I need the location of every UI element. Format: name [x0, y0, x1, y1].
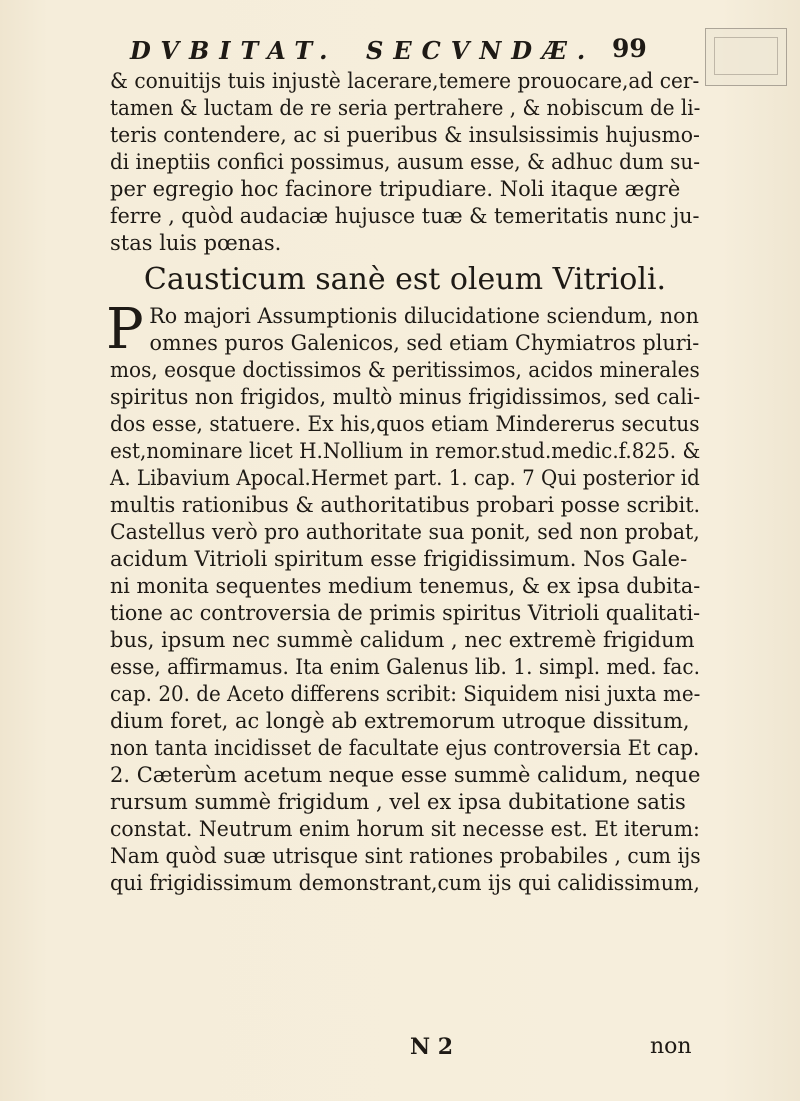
page-footer: [110, 1034, 700, 1066]
text-line: Nam quòd suæ utrisque sint rationes probabiles , cum ijs: [110, 844, 701, 868]
text-line: non tanta incidisset de facultate ejus controversia Et cap.: [110, 736, 700, 760]
text-line: Castellus verò pro authoritate sua ponit, sed non probat,: [110, 520, 700, 544]
running-head-right: SECVNDÆ.: [366, 36, 596, 65]
text-line: dos esse, statuere. Ex his,quos etiam Mindererus secutus: [110, 412, 700, 436]
text-line: cap. 20. de Aceto differens scribit: Siquidem nisi juxta me-: [110, 682, 701, 706]
body-text: [106, 68, 701, 897]
text-line: tione ac controversia de primis spiritus Vitrioli qualitati-: [110, 601, 701, 625]
library-stamp: [705, 28, 787, 86]
text-line: est,nominare licet H.Nollium in remor.stud.medic.f.825. &: [110, 439, 701, 463]
text-line: teris contendere, ac si pueribus & insulsissimis hujusmo-: [110, 123, 700, 147]
catchword: non: [650, 1034, 692, 1059]
text-line: spiritus non frigidos, multò minus frigidissimos, sed cali-: [110, 385, 701, 409]
text-line: per egregio hoc facinore tripudiare. Noli itaque ægrè: [110, 177, 681, 201]
text-line: tamen & luctam de re seria pertrahere , & nobiscum de li-: [110, 96, 701, 120]
text-line: Ro majori Assumptionis dilucidatione sciendum, non: [149, 304, 699, 328]
text-line: qui frigidissimum demonstrant,cum ijs qui calidissimum,: [110, 871, 700, 895]
text-line: bus, ipsum nec summè calidum , nec extremè frigidum: [110, 628, 695, 652]
paragraph-main: [106, 297, 701, 897]
text-line: ni monita sequentes medium tenemus, & ex ipsa dubita-: [110, 574, 701, 598]
text-line: & conuitijs tuis injustè lacerare,temere prouocare,ad cer-: [110, 69, 700, 93]
text-line: constat. Neutrum enim horum sit necesse est. Et iterum:: [110, 817, 700, 841]
running-head-left: DVBITAT.: [130, 36, 338, 65]
section-heading: Causticum sanè est oleum Vitrioli.: [143, 262, 667, 297]
paragraph-intro: [110, 68, 700, 257]
text-line: 2. Cæterùm acetum neque esse summè calidum, neque: [110, 763, 701, 787]
text-line: esse, affirmamus. Ita enim Galenus lib. 1. simpl. med. fac.: [110, 655, 701, 679]
drop-cap: P: [106, 297, 144, 362]
text-line: stas luis pœnas.: [110, 231, 282, 255]
text-line: omnes puros Galenicos, sed etiam Chymiatros pluri-: [149, 331, 700, 355]
text-line: di ineptiis confici possimus, ausum esse, & adhuc dum su-: [110, 150, 701, 174]
text-line: multis rationibus & authoritatibus probari posse scribit.: [110, 493, 701, 517]
running-head: [130, 30, 690, 70]
text-line: ferre , quòd audaciæ hujusce tuæ & temeritatis nunc ju-: [110, 204, 700, 228]
signature-mark: N 2: [410, 1034, 454, 1060]
text-line: dium foret, ac longè ab extremorum utroque dissitum,: [110, 709, 690, 733]
page-number: 99: [612, 34, 647, 63]
text-line: acidum Vitrioli spiritum esse frigidissimum. Nos Gale-: [110, 547, 688, 571]
text-line: mos, eosque doctissimos & peritissimos, acidos minerales: [110, 358, 700, 382]
text-line: A. Libavium Apocal.Hermet part. 1. cap. 7 Qui posterior id: [110, 466, 700, 490]
text-line: rursum summè frigidum , vel ex ipsa dubitatione satis: [110, 790, 686, 814]
